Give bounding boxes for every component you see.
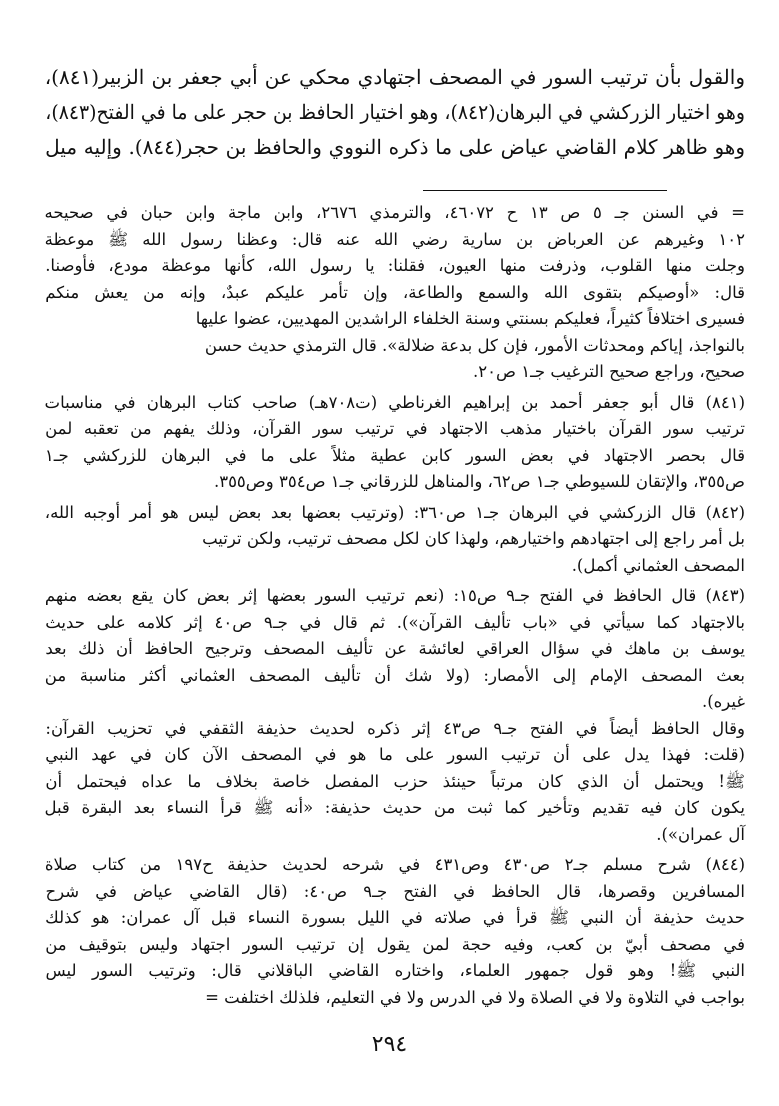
- footnote-841-line: ترتيب سور القرآن باختيار مذهب الاجتهاد في ترتيب سور القرآن، وذلك يفهم من تعقبه لمن: [45, 419, 745, 438]
- main-text-line: والقول بأن ترتيب السور في المصحف اجتهادي محكي عن أبي جعفر بن الزبير(٨٤١)،: [44, 65, 745, 89]
- footnote-843-line: بالاجتهاد كما سيأتي في «باب تأليف القرآن»). ثم قال في جـ٩ ص٤٠ إثر كلامه على حديث: [45, 612, 745, 632]
- footnote-843-line: غيره).: [701, 692, 745, 711]
- footnote-line: صحيح، وراجع صحيح الترغيب جـ١ ص٢٠.: [473, 362, 745, 381]
- footnote-842-line: بل أمر راجع إلى اجتهادهم واختيارهم، ولهذا كان لكل مصحف ترتيب، ولكن ترتيب: [202, 529, 745, 548]
- footnotes: [45, 200, 745, 1011]
- footnote-line: ١٠٢ وغيرهم عن العرباض بن سارية رضي الله عنه قال: وعظنا رسول الله ﷺ موعظة: [44, 229, 745, 249]
- footnote-842-line: (٨٤٢) قال الزركشي في البرهان جـ١ ص٣٦٠: (وترتيب بعضها بعد بعض ليس هو أمر أوجبه الله،: [44, 502, 745, 522]
- footnote-separator: [423, 190, 667, 191]
- main-text: [45, 60, 745, 165]
- footnote-844-line: النبي ﷺ! وهو قول جمهور العلماء، واختاره القاضي الباقلاني قال: وترتيب السور ليس: [45, 961, 745, 980]
- footnote-843-line: يوسف بن ماهك في سؤال العراقي لعائشة عن تأليف المصحف وترجيح الحافظ أن ذلك بعد: [45, 639, 745, 658]
- footnote-843-line: (٨٤٣) قال الحافظ في الفتح جـ٩ ص١٥: (نعم ترتيب السور بعضها إثر بعض كان يقع بعضه منهم: [44, 586, 745, 605]
- footnote-843-line: ﷺ! ويحتمل أن الذي كان مرتباً حينئذ حزب المفصل خاصة بخلاف ما عداه فيحتمل أن: [45, 771, 745, 791]
- page-number: ٢٩٤: [371, 1032, 408, 1057]
- footnote-line: = في السنن جـ ٥ ص ١٣ ح ٤٦٠٧٢، والترمذي ٢٦٧٦، وابن ماجة وابن حبان في صحيحه: [44, 203, 745, 222]
- footnote-843-line: وقال الحافظ أيضاً في الفتح جـ٩ ص٤٣ إثر ذكره لحديث حذيفة الثقفي في تحزيب القرآن:: [45, 718, 745, 738]
- main-text-line: وهو اختيار الزركشي في البرهان(٨٤٢)، وهو اختيار الحافظ بن حجر على ما في الفتح(٨٤٣)،: [45, 100, 745, 124]
- footnote-844-line: بواجب في التلاوة ولا في الصلاة ولا في الدرس ولا في التعليم، فلذلك اختلفت =: [205, 987, 745, 1007]
- footnote-841-line: ص٣٥٥، والإتقان للسيوطي جـ١ ص٦٢، والمناهل للزرقاني جـ١ ص٣٥٤ وص٣٥٥.: [213, 472, 745, 491]
- main-text-line: وهو ظاهر كلام القاضي عياض على ما ذكره النووي والحافظ بن حجر(٨٤٤). وإليه ميل: [45, 135, 745, 159]
- footnote-843-line: بعث المصحف الإمام إلى الأمصار: (ولا شك أن تأليف المصحف العثماني أكثر مناسبة من: [44, 665, 745, 685]
- footnote-line: وجلت منها القلوب، وذرفت منها العيون، فقلنا: يا رسول الله، كأنها موعظة مودع، فأوصنا.: [45, 256, 745, 275]
- footnote-841-line: (٨٤١) قال أبو جعفر أحمد بن إبراهيم الغرناطي (ت٧٠٨هـ) صاحب كتاب البرهان في مناسبات: [44, 392, 745, 412]
- footnote-842-line: المصحف العثماني أكمل).: [571, 555, 745, 575]
- footnote-841-line: قال بحصر الاجتهاد في بعض السور كابن عطية مثلاً على ما في البرهان للزركشي جـ١: [44, 445, 745, 465]
- footnote-843-line: آل عمران»).: [656, 824, 745, 844]
- footnote-844-line: حديث حذيفة أن النبي ﷺ قرأ في صلاته في الليل بسورة النساء قبل آل عمران: هو كذلك: [45, 908, 745, 927]
- footnote-844-line: (٨٤٤) شرح مسلم جـ٢ ص٤٣٠ وص٤٣١ في شرحه لحديث حذيفة ح١٩٧ من كتاب صلاة: [44, 855, 745, 874]
- footnote-844-line: المسافرين وقصرها، قال الحافظ في الفتح جـ٩ ص٤٠: (قال القاضي عياض في شرح: [45, 881, 745, 901]
- footnote-line: بالنواجذ، إياكم ومحدثات الأمور، فإن كل بدعة ضلالة». قال الترمذي حديث حسن: [204, 335, 745, 355]
- footnote-844-line: في مصحف أبيّ بن كعب، وفيه حجة لمن يقول إن ترتيب السور اجتهاد وليس بتوقيف من: [45, 934, 745, 954]
- footnote-line: فسيرى اختلافاً كثيراً، فعليكم بسنتي وسنة الخلفاء الراشدين المهديين، عضوا عليها: [195, 309, 745, 328]
- footnote-line: قال: «أوصيكم بتقوى الله والسمع والطاعة، وإن تأمر عليكم عبدٌ، وإنه من يعش منكم: [45, 282, 745, 302]
- footnote-843-line: (قلت: فهذا يدل على أن ترتيب السور على ما هو في المصحف الآن كان في عهد النبي: [45, 745, 745, 764]
- footnote-843-line: يكون كان فيه تقديم وتأخير كما ثبت من حديث حذيفة: «أنه ﷺ قرأ النساء بعد البقرة قبل: [44, 798, 745, 817]
